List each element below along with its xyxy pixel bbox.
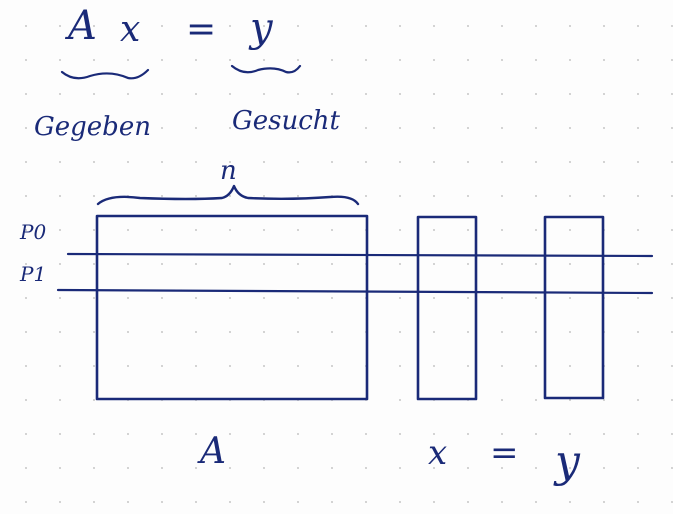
sought-underline xyxy=(232,66,300,72)
bottom-label-equals: = xyxy=(490,433,519,473)
matrix-A-box xyxy=(97,216,367,399)
vector-y-box xyxy=(545,217,603,398)
bottom-label-x: x xyxy=(428,433,448,473)
row-line-p0 xyxy=(68,254,652,256)
vector-x-box xyxy=(418,217,476,399)
equation-equals: = xyxy=(186,9,217,50)
sought-label: Gesucht xyxy=(232,106,340,136)
row-line-p1 xyxy=(58,290,652,293)
given-underline xyxy=(62,70,148,78)
given-label: Gegeben xyxy=(34,112,151,142)
row-label-p0: P0 xyxy=(20,220,47,244)
width-brace xyxy=(98,186,358,204)
bottom-label-y: y xyxy=(555,436,580,487)
equation-y: y xyxy=(250,5,273,51)
equation-vector-x: x xyxy=(120,9,141,50)
dimension-n-label: n xyxy=(220,156,237,186)
row-label-p1: P1 xyxy=(20,262,47,286)
bottom-label-A: A xyxy=(200,431,226,472)
equation-matrix-A: A xyxy=(68,3,97,49)
